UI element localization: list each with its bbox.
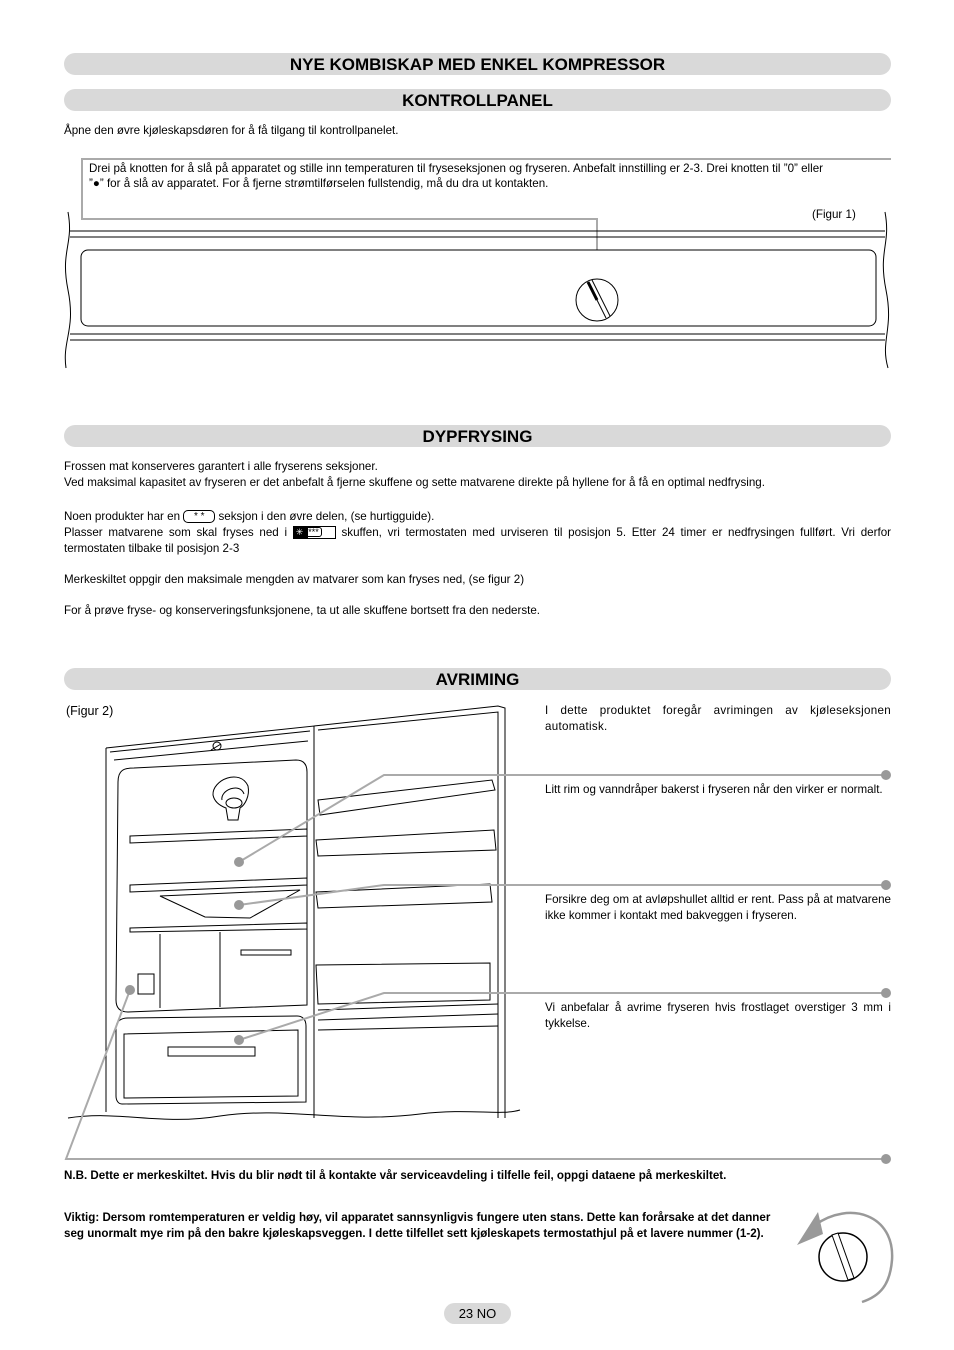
deep-freeze-heading: DYPFRYSING bbox=[64, 425, 891, 447]
freeze-paragraph-2: Ved maksimal kapasitet av fryseren er det anbefalt å fjerne skuffene og sette matvarene direkte på hyllene for å få en optimal nedfrysing. bbox=[64, 476, 765, 489]
control-intro: Åpne den øvre kjøleskapsdøren for å få tilgang til kontrollpanelet. bbox=[64, 124, 399, 137]
four-star-symbol-icon: ✳ *** bbox=[293, 526, 336, 539]
defrost-note-1: I dette produktet foregår avrimingen av kjøleseksjonen automatisk. bbox=[545, 704, 891, 733]
thermostat-knob[interactable] bbox=[576, 279, 618, 321]
freeze-paragraph-4-end: skuffen, vri termostaten med urviseren til posisjon 5. Etter 24 timer er nedfrysingen fullført. Vri derfor termostaten tilbake til posisjon 2-3 bbox=[64, 526, 891, 555]
rating-plate-note: N.B. Dette er merkeskiltet. Hvis du blir nødt til å kontakte vår serviceavdeling i tilfelle feil, oppgi dataene på merkeskiltet. bbox=[64, 1169, 727, 1182]
page-number: 23 NO bbox=[444, 1303, 511, 1324]
defrost-note-4: Vi anbefalar å avrime fryseren hvis frostlaget overstiger 3 mm i tykkelse. bbox=[545, 1001, 891, 1030]
freeze-paragraph-1: Frossen mat konserveres garantert i alle fryserens seksjoner. bbox=[64, 460, 378, 473]
control-callout-line2: ”●” for å slå av apparatet. For å fjerne strømtilførselen fullstendig, må du dra ut kontakten. bbox=[89, 177, 549, 190]
freeze-paragraph-3 bbox=[64, 509, 891, 525]
defrost-note-2: Litt rim og vanndråper bakerst i fryseren når den virker er normalt. bbox=[545, 783, 883, 796]
freeze-paragraph-5: Merkeskiltet oppgir den maksimale mengden av matvarer som kan fryses ned, (se figur 2) bbox=[64, 573, 525, 586]
freeze-paragraph-4 bbox=[64, 525, 891, 556]
freeze-paragraph-3-start: Noen produkter har en bbox=[64, 510, 181, 523]
freeze-paragraph-4-start: Plasser matvarene som skal fryses ned i bbox=[64, 526, 288, 539]
main-heading: NYE KOMBISKAP MED ENKEL KOMPRESSOR bbox=[64, 53, 891, 75]
two-star-symbol-icon: * * bbox=[183, 510, 215, 523]
control-panel-illustration bbox=[0, 0, 954, 400]
figure-2-label: (Figur 2) bbox=[66, 704, 114, 718]
defrost-heading: AVRIMING bbox=[64, 668, 891, 690]
important-note: Viktig: Dersom romtemperaturen er veldig høy, vil apparatet sannsynligvis fungere uten stans. Dette kan forårsake at det danner seg unormalt mye rim på den bakre kjøleskapsveggen. I dette tilfellet sett kjøleskapets termostathjul på et lavere nummer (1-2). bbox=[64, 1211, 771, 1240]
defrost-note-3: Forsikre deg om at avløpshullet alltid er rent. Pass på at matvarene ikke kommer i kontakt med bakveggen i fryseren. bbox=[545, 893, 891, 922]
freeze-paragraph-6: For å prøve fryse- og konserveringsfunksjonene, ta ut alle skuffene bortsett fra den nederste. bbox=[64, 604, 541, 617]
control-callout-line1: Drei på knotten for å slå på apparatet og stille inn temperaturen til fryseseksjonen og fryseren. Anbefalt innstilling er 2-3. Drei knotten til ”0” eller bbox=[89, 162, 824, 175]
control-panel-heading: KONTROLLPANEL bbox=[64, 89, 891, 111]
figure-1-label: (Figur 1) bbox=[812, 208, 856, 221]
freeze-paragraph-3-end: seksjon i den øvre delen, (se hurtigguide). bbox=[218, 510, 435, 523]
